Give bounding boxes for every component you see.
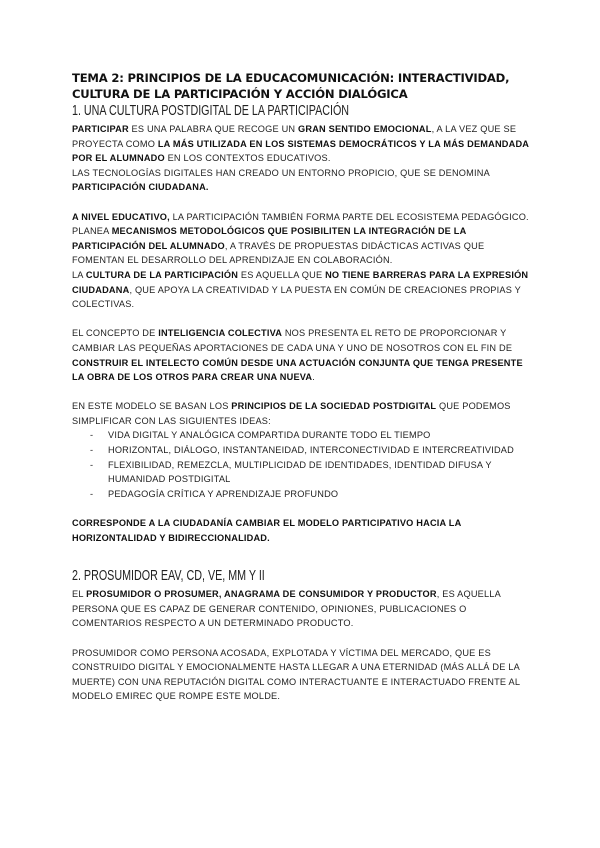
paragraph-gap [72, 385, 532, 400]
text-run: LA [72, 269, 86, 280]
paragraph-prosumidor-acosada: PROSUMIDOR COMO PERSONA ACOSADA, EXPLOTADA Y VÍCTIMA DEL MERCADO, QUE ES CONSTRUIDO DIGITAL Y EMOCIONALMENTE HASTA LLEGAR A UNA ETERNIDAD (MÁS ALLÁ DE LA MUERTE) CON UNA REPUTACIÓN DIGITAL COMO INTERACTUANTE E INTERACTUADO FRENTE AL MODELO EMIREC QUE ROMPE ESTE MOLDE. [72, 647, 520, 702]
bold-text: LA MÁS UTILIZADA EN LOS SISTEMAS DEMOCRÁTICOS Y LA MÁS DEMANDADA POR EL ALUMNADO [72, 138, 529, 164]
bold-text: A NIVEL EDUCATIVO, [72, 211, 170, 222]
bold-text: CULTURA DE LA PARTICIPACIÓN [85, 269, 239, 280]
section-1-heading-wrap [72, 102, 532, 122]
text-run: EN ESTE MODELO SE BASAN LOS [72, 401, 232, 412]
text-run: NOS PRESENTA EL RETO DE PROPORCIONAR Y CAMBIAR LAS PEQUEÑAS APORTACIONES DE CADA UNA Y UNO DE NOSOTROS CON EL FIN DE [72, 328, 513, 353]
paragraph-gap [72, 312, 532, 327]
document-title: TEMA 2: PRINCIPIOS DE LA EDUCACOMUNICACIÓN: INTERACTIVIDAD, CULTURA DE LA PARTICIPACIÓN Y ACCIÓN DIALÓGICA [72, 71, 510, 101]
text-run: ES AQUELLA QUE [238, 269, 326, 280]
text-run: , A LA VEZ QUE SE PROYECTA COMO [72, 124, 517, 149]
bold-text: CORRESPONDE A LA CIUDADANÍA CAMBIAR EL MODELO PARTICIPATIVO HACIA LA HORIZONTALIDAD Y BIDIRECCIONALIDAD. [72, 518, 462, 543]
bold-text: PRINCIPIOS DE LA SOCIEDAD POSTDIGITAL [231, 401, 437, 412]
principles-list [72, 428, 532, 501]
paragraph-gap [72, 501, 532, 516]
bold-text: NO TIENE BARRERAS PARA LA EXPRESIÓN CIUDADANA [72, 269, 529, 295]
text-run: LAS TECNOLOGÍAS DIGITALES HAN CREADO UN ENTORNO PROPICIO, QUE SE DENOMINA [72, 167, 490, 178]
section-2-heading: 2. PROSUMIDOR EAV, CD, VE, MM Y II [72, 568, 265, 585]
bold-text: GRAN SENTIDO EMOCIONAL [298, 124, 432, 134]
text-run: EN LOS CONTEXTOS EDUCATIVOS. [164, 153, 331, 164]
paragraph-tecnologias [72, 166, 532, 195]
bold-text: PARTICIPAR [72, 124, 129, 134]
text-run: , ES AQUELLA PERSONA QUE ES CAPAZ DE GENERAR CONTENIDO, OPINIONES, PUBLICACIONES O COMENTARIOS RESPECTO A UN DETERMINADO PRODUCTO. [72, 589, 501, 629]
paragraph-ciudadania [72, 516, 532, 545]
document-content [72, 70, 532, 704]
paragraph-nivel-educativo [72, 210, 532, 268]
bold-text: MECANISMOS METODOLÓGICOS QUE POSIBILITEN LA INTEGRACIÓN DE LA PARTICIPACIÓN DEL ALUMNADO [72, 226, 467, 251]
text-run: LA PARTICIPACIÓN TAMBIÉN FORMA PARTE DEL ECOSISTEMA PEDAGÓGICO. PLANEA [72, 211, 529, 237]
text-run: EL [72, 589, 87, 600]
bold-text: CONSTRUIR EL INTELECTO COMÚN DESDE UNA ACTUACIÓN CONJUNTA QUE TENGA PRESENTE LA OBRA DE LOS OTROS PARA CREAR UNA NUEVA [72, 357, 523, 383]
text-run: ES UNA PALABRA QUE RECOGE UN [128, 124, 299, 134]
paragraph-gap [72, 195, 532, 210]
list-item: - FLEXIBILIDAD, REMEZCLA, MULTIPLICIDAD DE IDENTIDADES, IDENTIDAD DIFUSA Y HUMANIDAD POSTDIGITAL [90, 458, 532, 487]
section-2-heading-wrap [72, 567, 532, 587]
text-run: QUE PODEMOS SIMPLIFICAR CON LAS SIGUIENTES IDEAS: [72, 401, 511, 426]
paragraph-sociedad-postdigital [72, 399, 532, 428]
text-run: , QUE APOYA LA CREATIVIDAD Y LA PUESTA EN COMÚN DE CREACIONES PROPIAS Y COLECTIVAS. [72, 284, 521, 310]
section-1-heading: 1. UNA CULTURA POSTDIGITAL DE LA PARTICIPACIÓN [72, 103, 350, 119]
list-item: - HORIZONTAL, DIÁLOGO, INSTANTANEIDAD, INTERCONECTIVIDAD E INTERCREATIVIDAD [90, 443, 532, 458]
bold-text: PROSUMIDOR O PROSUMER, ANAGRAMA DE CONSUMIDOR Y PRODUCTOR [86, 589, 437, 600]
paragraph-cultura-participacion [72, 268, 532, 312]
bold-text: PARTICIPACIÓN CIUDADANA. [72, 182, 209, 193]
bold-text: INTELIGENCIA COLECTIVA [158, 328, 283, 339]
paragraph-inteligencia-colectiva [72, 326, 532, 384]
paragraph-gap [72, 631, 532, 646]
text-run: . [312, 372, 316, 383]
paragraph-participar [72, 122, 532, 166]
list-item: - PEDAGOGÍA CRÍTICA Y APRENDIZAJE PROFUNDO [90, 487, 532, 502]
list-item: - VIDA DIGITAL Y ANALÓGICA COMPARTIDA DURANTE TODO EL TIEMPO [90, 428, 532, 443]
text-run: , A TRAVÉS DE PROPUESTAS DIDÁCTICAS ACTIVAS QUE FOMENTAN EL DESARROLLO DEL APRENDIZAJE EN COLABORACIÓN. [72, 240, 485, 266]
paragraph-prosumidor [72, 587, 532, 631]
text-run: EL CONCEPTO DE [72, 328, 159, 339]
